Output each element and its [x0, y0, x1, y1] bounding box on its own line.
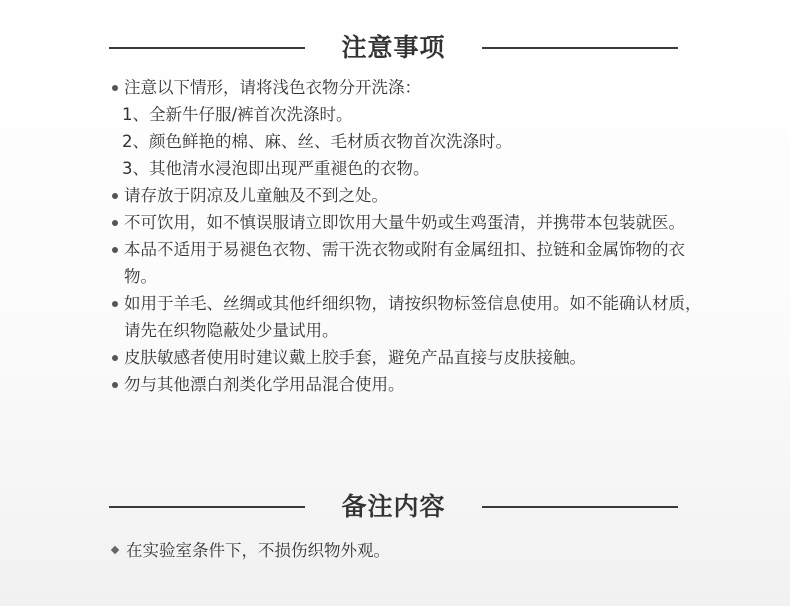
notice-item: 注意以下情形，请将浅色衣物分开洗涤：	[108, 74, 708, 101]
notice-sub-item: 2、颜色鲜艳的棉、麻、丝、毛材质衣物首次洗涤时。	[122, 132, 512, 151]
header-rule-left	[109, 47, 305, 49]
notice-item: 如用于羊毛、丝绸或其他纤细织物，请按织物标签信息使用。如不能确认材质，请先在织物隐蔽处少量试用。	[108, 290, 708, 344]
notice-section-header	[0, 28, 790, 68]
remarks-section-header	[0, 487, 790, 527]
notice-item: 皮肤敏感者使用时建议戴上胶手套，避免产品直接与皮肤接触。	[108, 344, 708, 371]
notice-list	[108, 74, 708, 398]
remarks-item: 在实验室条件下，不损伤织物外观。	[108, 537, 708, 564]
header-rule-right	[482, 47, 678, 49]
notice-item: 不可饮用，如不慎误服请立即饮用大量牛奶或生鸡蛋清，并携带本包装就医。	[108, 209, 708, 236]
header-rule-left	[109, 506, 305, 508]
notice-sub-item: 1、全新牛仔服/裤首次洗涤时。	[122, 105, 353, 124]
notice-item: 请存放于阴凉及儿童触及不到之处。	[108, 182, 708, 209]
notice-sub-item: 3、其他清水浸泡即出现严重褪色的衣物。	[122, 159, 430, 178]
header-rule-right	[482, 506, 678, 508]
notice-item: 本品不适用于易褪色衣物、需干洗衣物或附有金属纽扣、拉链和金属饰物的衣物。	[108, 236, 708, 290]
remarks-list	[108, 537, 708, 564]
notice-section-title: 注意事项	[341, 33, 446, 62]
notice-item: 勿与其他漂白剂类化学用品混合使用。	[108, 371, 708, 398]
remarks-section-title: 备注内容	[341, 492, 446, 521]
